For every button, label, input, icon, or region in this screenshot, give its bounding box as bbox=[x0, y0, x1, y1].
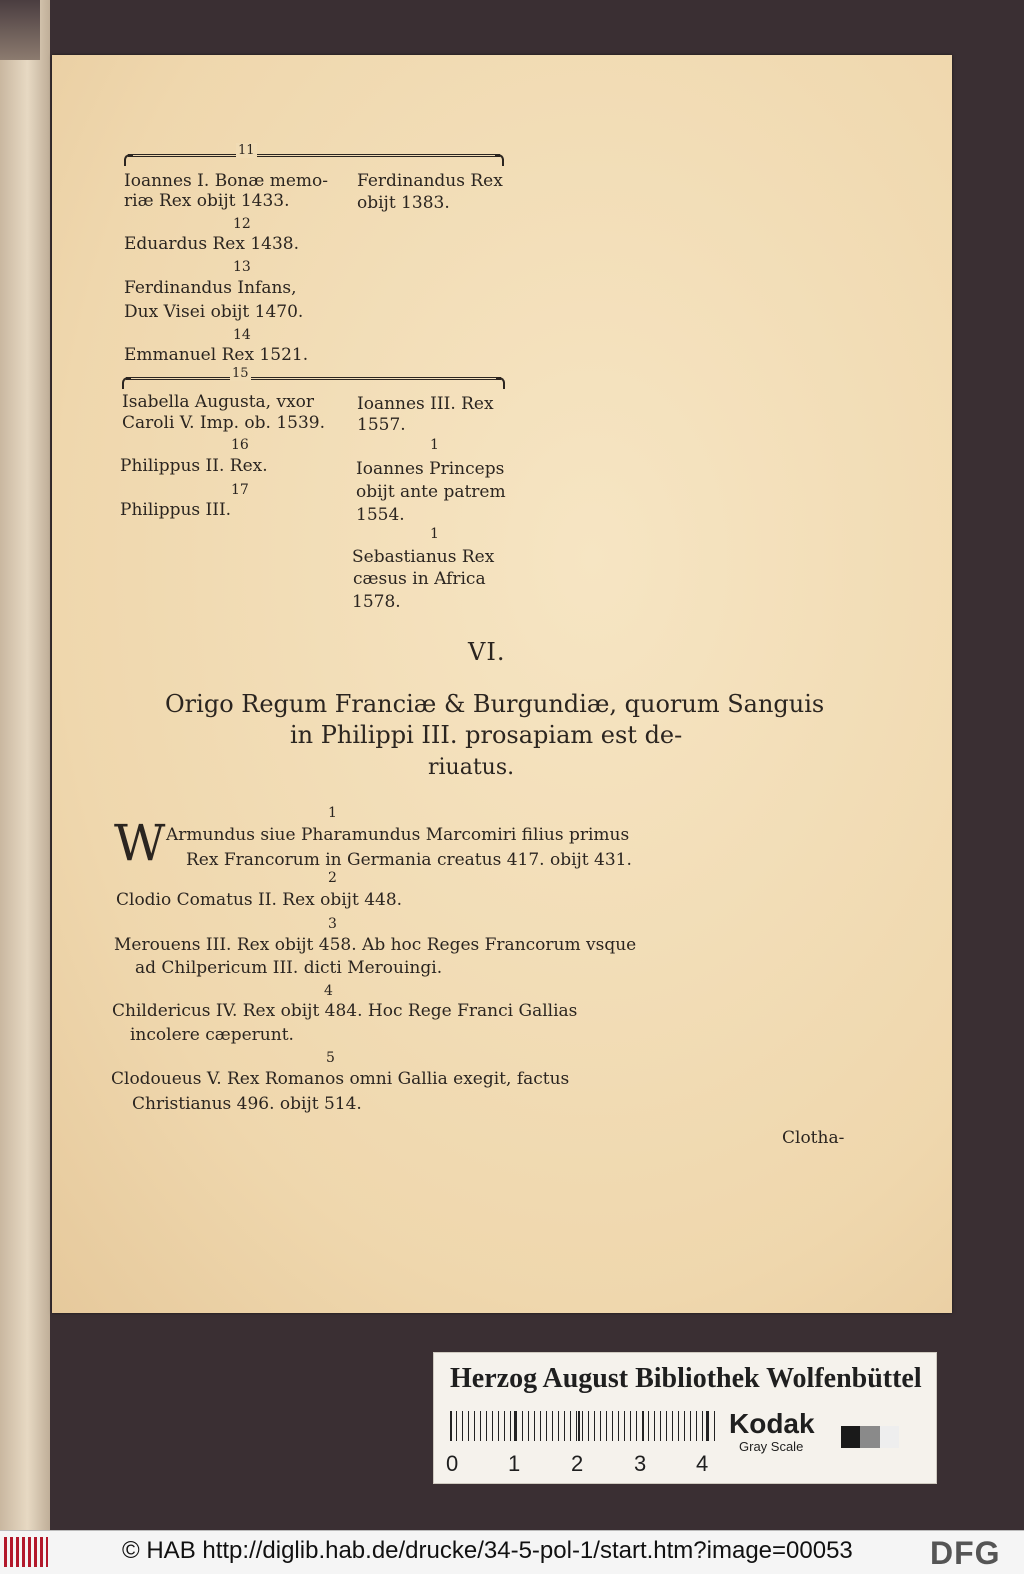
entry-line: Childericus IV. Rex obijt 484. Hoc Rege Franci Gallias bbox=[112, 1001, 578, 1021]
generation-number: 1 bbox=[328, 805, 337, 821]
entry-line: Ferdinandus Rex bbox=[357, 171, 503, 191]
kodak-logo: Kodak bbox=[729, 1408, 815, 1439]
entry-line: obijt ante patrem bbox=[356, 482, 506, 502]
brace-15 bbox=[126, 366, 501, 388]
entry-line: Dux Visei obijt 1470. bbox=[124, 302, 304, 322]
entry-line: incolere cæperunt. bbox=[130, 1025, 294, 1045]
entry-line: Rex Francorum in Germania creatus 417. obijt 431. bbox=[186, 850, 632, 870]
entry-line: Ioannes Princeps bbox=[356, 459, 505, 479]
gray-scale-label: Gray Scale bbox=[739, 1439, 804, 1454]
generation-number: 1 bbox=[430, 526, 439, 542]
brace-11 bbox=[128, 143, 500, 165]
generation-number: 17 bbox=[231, 482, 249, 498]
entry-line: Philippus II. Rex. bbox=[120, 456, 268, 476]
generation-number: 16 bbox=[231, 437, 249, 453]
entry-line: Isabella Augusta, vxor bbox=[122, 392, 315, 412]
entry-line: Eduardus Rex 1438. bbox=[124, 234, 299, 254]
scanner-corner bbox=[0, 0, 40, 60]
generation-number: 13 bbox=[233, 259, 251, 275]
generation-number: 5 bbox=[326, 1050, 335, 1066]
ruler-number: 1 bbox=[508, 1451, 521, 1476]
entry-line: Ioannes III. Rex bbox=[357, 394, 494, 414]
section-title-line: in Philippi III. prosapiam est de- bbox=[290, 721, 683, 749]
drop-cap: W bbox=[114, 814, 166, 872]
swatch-mid bbox=[860, 1426, 879, 1448]
entry-line: riæ Rex obijt 1433. bbox=[124, 191, 290, 211]
entry-line: Caroli V. Imp. ob. 1539. bbox=[122, 413, 326, 433]
entry-line: Armundus siue Pharamundus Marcomiri filius primus bbox=[166, 825, 630, 845]
swatch-light bbox=[880, 1426, 899, 1448]
entry-line: obijt 1383. bbox=[357, 193, 450, 213]
entry-line: 1578. bbox=[352, 592, 401, 612]
entry-line: 1554. bbox=[356, 505, 405, 525]
brace-number: 11 bbox=[238, 143, 255, 158]
brace-number: 15 bbox=[232, 366, 249, 381]
entry-line: Clodio Comatus II. Rex obijt 448. bbox=[116, 890, 403, 910]
entry-line: Philippus III. bbox=[120, 500, 232, 520]
source-url-text[interactable]: © HAB http://diglib.hab.de/drucke/34-5-pol-1/start.htm?image=00053 bbox=[122, 1537, 853, 1564]
generation-number: 3 bbox=[328, 916, 337, 932]
library-calibration-card bbox=[433, 1352, 937, 1484]
entry-line: Emmanuel Rex 1521. bbox=[124, 345, 309, 365]
catchword: Clotha- bbox=[782, 1128, 845, 1148]
entry-line: Ioannes I. Bonæ memo- bbox=[124, 171, 329, 191]
ruler-number: 0 bbox=[446, 1451, 459, 1476]
entry-line: ad Chilpericum III. dicti Merouingi. bbox=[135, 958, 443, 978]
generation-number: 12 bbox=[233, 216, 251, 232]
entry-line: Sebastianus Rex bbox=[352, 547, 495, 567]
viewer-footer bbox=[0, 1530, 1024, 1574]
dfg-logo: DFG bbox=[930, 1535, 1001, 1571]
generation-number: 2 bbox=[328, 870, 337, 886]
entry-line: Clodoueus V. Rex Romanos omni Gallia exegit, factus bbox=[111, 1069, 570, 1089]
entry-line: 1557. bbox=[357, 415, 406, 435]
scale-ruler bbox=[450, 1411, 720, 1441]
entry-line: Christianus 496. obijt 514. bbox=[132, 1094, 362, 1114]
gray-swatches bbox=[841, 1426, 899, 1448]
hab-logo-icon bbox=[4, 1537, 48, 1567]
section-title-line: Origo Regum Franciæ & Burgundiæ, quorum Sanguis bbox=[165, 690, 825, 718]
generation-number: 1 bbox=[430, 437, 439, 453]
entry-line: Merouens III. Rex obijt 458. Ab hoc Reges Francorum vsque bbox=[114, 935, 637, 955]
entry-line: cæsus in Africa bbox=[353, 569, 486, 589]
swatch-dark bbox=[841, 1426, 860, 1448]
generation-number: 4 bbox=[324, 983, 333, 999]
section-title-line: riuatus. bbox=[428, 755, 515, 780]
scanner-left-edge bbox=[0, 0, 50, 1530]
ruler-number: 2 bbox=[571, 1451, 584, 1476]
section-heading: VI. bbox=[468, 638, 506, 666]
ruler-number: 3 bbox=[634, 1451, 647, 1476]
library-name: Herzog August Bibliothek Wolfenbüttel bbox=[450, 1363, 922, 1394]
ruler-number: 4 bbox=[696, 1451, 709, 1476]
generation-number: 14 bbox=[233, 327, 251, 343]
entry-line: Ferdinandus Infans, bbox=[124, 278, 297, 298]
